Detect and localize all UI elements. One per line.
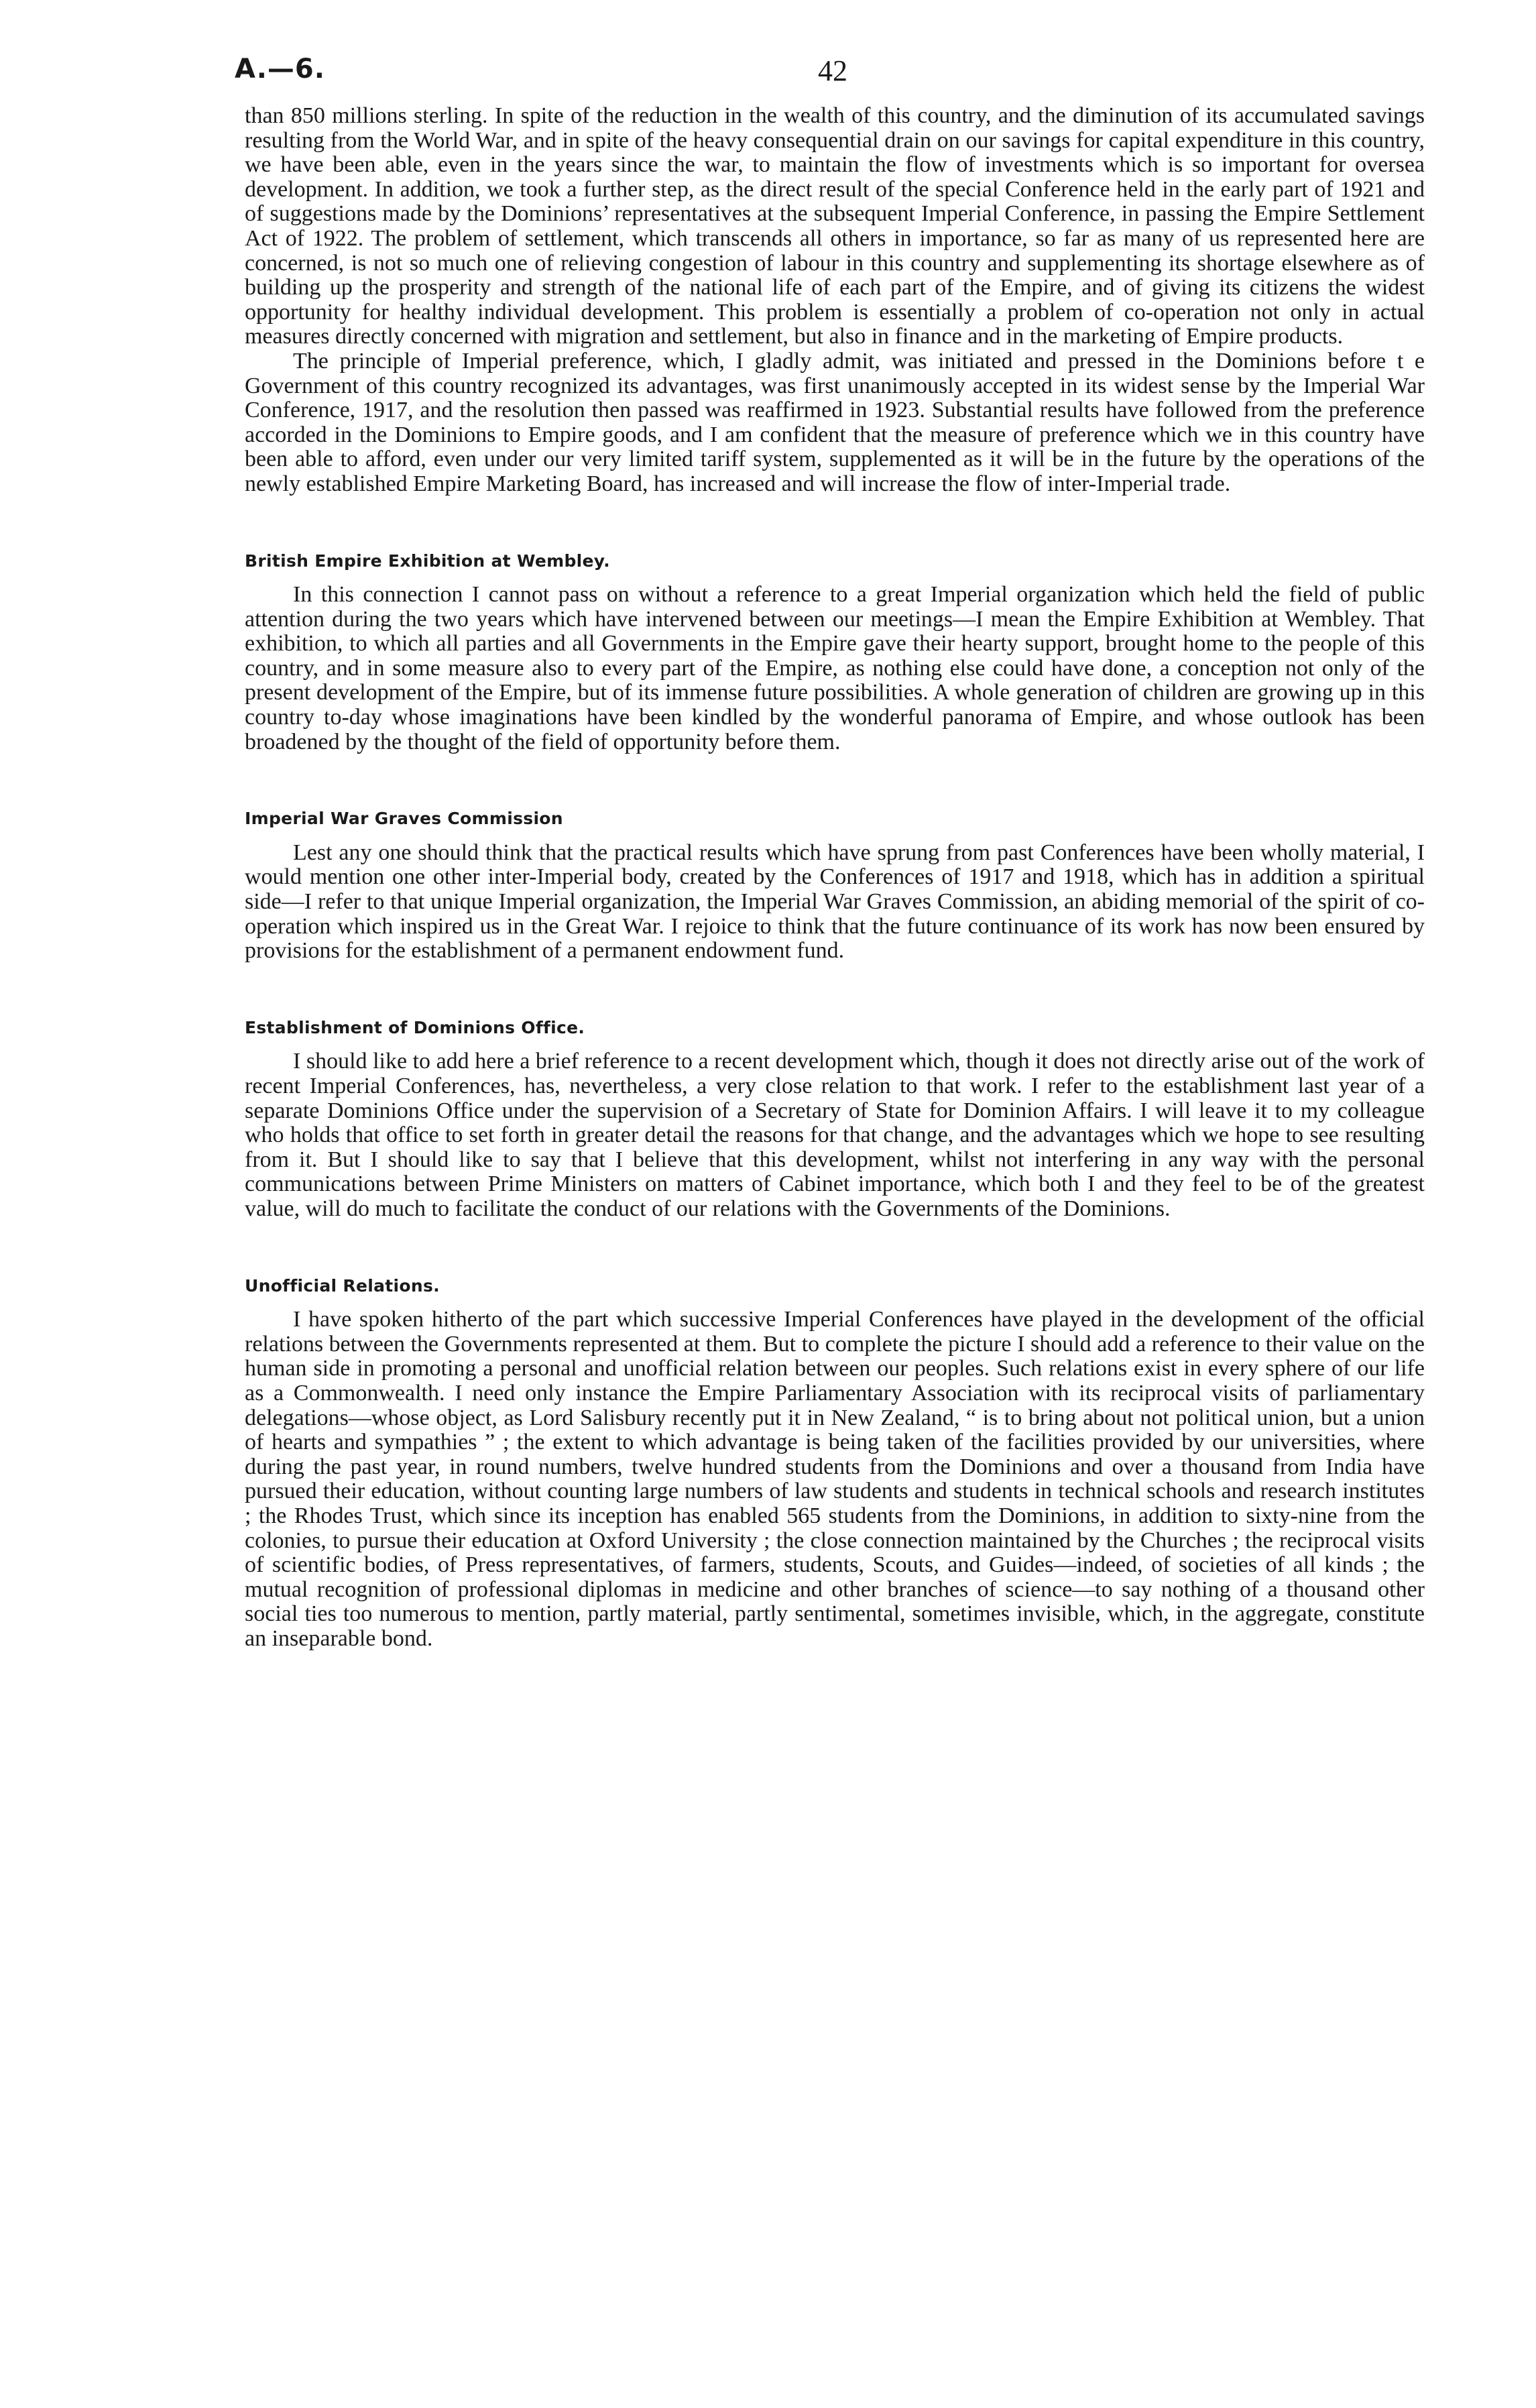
document-body <box>245 104 1425 1651</box>
paragraph: The principle of Imperial preference, which, I gladly admit, was initiated and pressed in the Dominions before t e Government of this country recognized its advantages, was first unanimously accepted in its widest sense by the Imperial War Conference, 1917, and the resolution then passed was reaffirmed in 1923. Substantial results have followed from the preference accorded in the Dominions to Empire goods, and I am confident that the measure of preference which we in this country have been able to afford, even under our very limited tariff system, supplemented as it will be in the future by the operations of the newly established Empire Marketing Board, has increased and will increase the flow of inter-Imperial trade. <box>245 348 1425 496</box>
paragraph: Lest any one should think that the practical results which have sprung from past Conferences have been wholly material, I would mention one other inter-Imperial body, created by the Conferences of 1917 and 1918, which has in addition a spiritual side—I refer to that unique Imperial organization, the Imperial War Graves Commission, an abiding memorial of the spirit of co-operation which inspired us in the Great War. I rejoice to think that the future continuance of its work has now been ensured by provisions for the establishment of a permanent endowment fund. <box>245 840 1425 964</box>
paragraph: I should like to add here a brief reference to a recent development which, though it does not directly arise out of the work of recent Imperial Conferences, has, nevertheless, a very close relation to that work. I refer to the establishment last year of a separate Dominions Office under the supervision of a Secretary of State for Dominion Affairs. I will leave it to my colleague who holds that office to set forth in greater detail the reasons for that change, and the advantages which we hope to see resulting from it. But I should like to say that I believe that this development, whilst not interfering in any way with the personal communications between Prime Ministers on matters of Cabinet importance, which both I and they feel to be of the greatest value, will do much to facilitate the conduct of our relations with the Governments of the Dominions. <box>245 1049 1425 1221</box>
section-heading: British Empire Exhibition at Wembley. <box>245 551 610 571</box>
page-number: 42 <box>818 54 847 87</box>
section-heading: Establishment of Dominions Office. <box>245 1017 585 1037</box>
document-reference: A.—6. <box>235 54 325 84</box>
document-page <box>235 54 1425 1651</box>
section-heading: Imperial War Graves Commission <box>245 809 563 829</box>
section-heading: Unofficial Relations. <box>245 1275 440 1296</box>
paragraph: than 850 millions sterling. In spite of the reduction in the wealth of this country, and the diminution of its accumulated savings resulting from the World War, and in spite of the heavy consequential drain on our savings for capital expenditure in this country, we have been able, even in the years since the war, to maintain the flow of investments which is so important for oversea development. In addition, we took a further step, as the direct result of the special Conference held in the early part of 1921 and of suggestions made by the Dominions’ representatives at the subsequent Imperial Conference, in passing the Empire Settlement Act of 1922. The problem of settlement, which transcends all others in importance, so far as many of us represented here are concerned, is not so much one of relieving congestion of labour in this country and supplementing its shortage elsewhere as of building up the prosperity and strength of the national life of each part of the Empire, and of giving its citizens the widest opportunity for healthy individual development. This problem is essentially a problem of co-operation not only in actual measures directly concerned with migration and settlement, but also in finance and in the marketing of Empire products. <box>245 103 1425 349</box>
page-header <box>235 54 1425 104</box>
paragraph: In this connection I cannot pass on without a reference to a great Imperial organization which held the field of public attention during the two years which have intervened between our meetings—I mean the Empire Exhibition at Wembley. That exhibition, to which all parties and all Governments in the Empire gave their hearty support, brought home to the people of this country, and in some measure also to every part of the Empire, as nothing else could have done, a conception not only of the present development of the Empire, but of its immense future possibilities. A whole generation of children are growing up in this country to-day whose imaginations have been kindled by the wonderful panorama of Empire, and whose outlook has been broadened by the thought of the field of opportunity before them. <box>245 582 1425 754</box>
paragraph: I have spoken hitherto of the part which successive Imperial Conferences have played in the development of the official relations between the Governments represented at them. But to complete the picture I should add a reference to their value on the human side in promoting a personal and unofficial relation between our peoples. Such relations exist in every sphere of our life as a Commonwealth. I need only instance the Empire Parliamentary Association with its reciprocal visits of parliamentary delegations—whose object, as Lord Salisbury recently put it in New Zealand, “ is to bring about not political union, but a union of hearts and sympathies ” ; the extent to which advantage is being taken of the facilities provided by our universities, where during the past year, in round numbers, twelve hundred students from the Dominions and over a thousand from India have pursued their education, without counting large numbers of law students and students in technical schools and research institutes ; the Rhodes Trust, which since its inception has enabled 565 students from the Dominions, in addition to sixty-nine from the colonies, to pursue their education at Oxford University ; the close connection maintained by the Churches ; the reciprocal visits of scientific bodies, of Press representatives, of farmers, students, Scouts, and Guides—indeed, of societies of all kinds ; the mutual recognition of professional diplomas in medicine and other branches of science—to say nothing of a thousand other social ties too numerous to mention, partly material, partly sentimental, sometimes invisible, which, in the aggregate, constitute an inseparable bond. <box>245 1307 1425 1651</box>
